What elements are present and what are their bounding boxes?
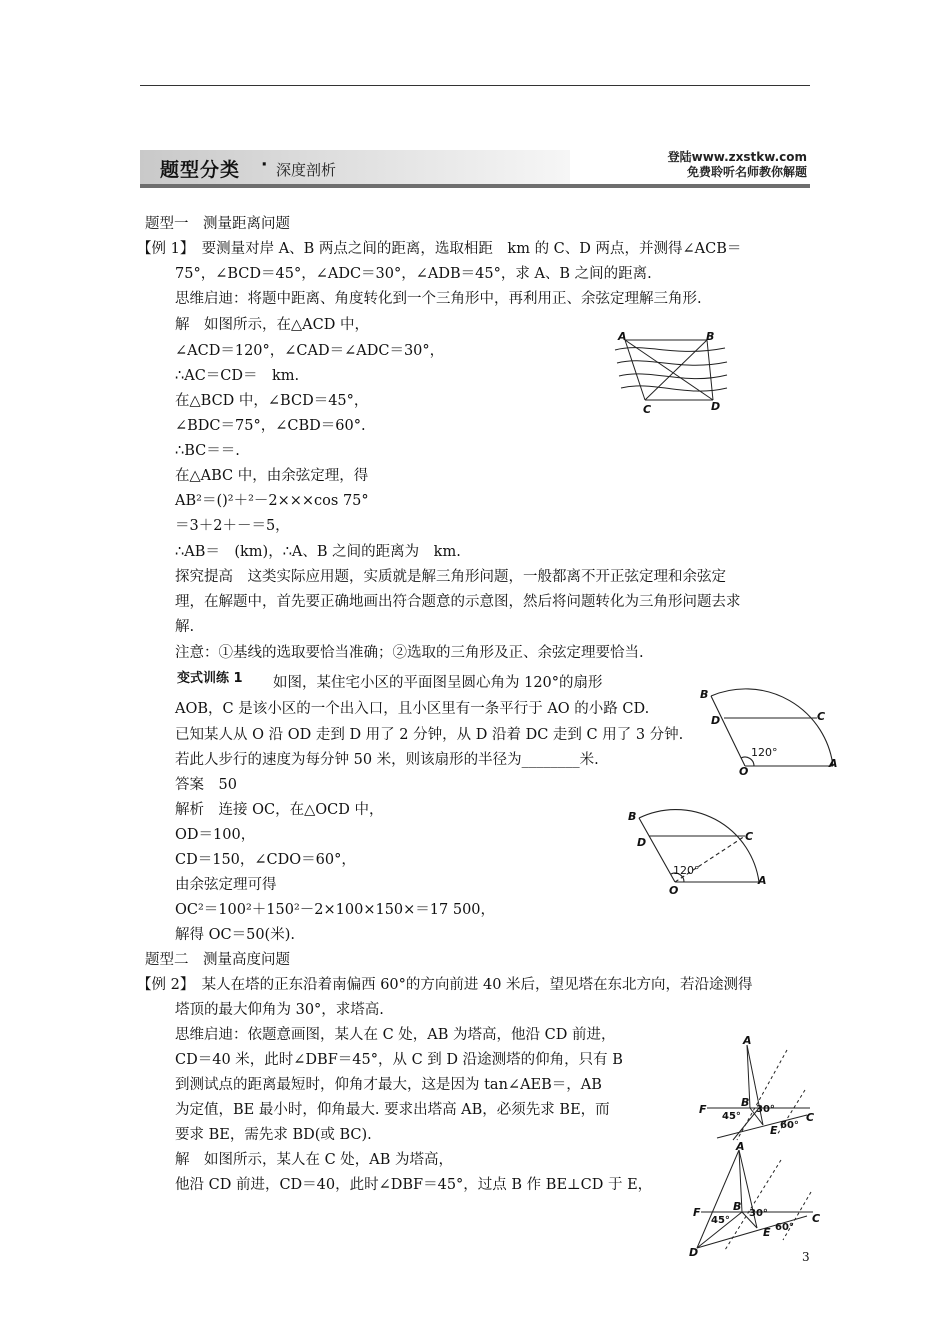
fig5-label-f: F [693, 1206, 701, 1219]
example-1-hint: 思维启迪：将题中距离、角度转化到一个三角形中，再利用正、余弦定理解三角形. [175, 291, 702, 307]
fig2-label-d: D [711, 714, 721, 727]
fig5-angle-60: 60° [775, 1222, 794, 1233]
insight-line-1: 探究提高 这类实际应用题，实质就是解三角形问题，一般都离不开正弦定理和余弦定 [175, 569, 726, 585]
fig4-label-b: B [741, 1096, 750, 1109]
solution-line-10: ∴AB＝ (km)，∴A、B 之间的距离为 km. [175, 544, 461, 560]
solution-line-1: 解 如图所示，在△ACD 中， [175, 317, 369, 333]
example-2-hint-1: 思维启迪：依题意画图，某人在 C 处，AB 为塔高，他沿 CD 前进， [175, 1027, 616, 1043]
page-number: 3 [802, 1250, 810, 1264]
solution-line-8: AB²＝()²＋²－2×××cos 75° [175, 493, 369, 509]
fig2-label-a: A [829, 757, 838, 770]
title-dot: · [261, 155, 268, 175]
practice-line-3: 已知某人从 O 沿 OD 走到 D 用了 2 分钟，从 D 沿着 DC 走到 C 用了 3 分钟. [175, 727, 684, 743]
example-2-hint-4: 为定值，BE 最小时，仰角最大. 要求出塔高 AB，必须先求 BE，而 [175, 1102, 610, 1118]
section-banner [140, 150, 810, 188]
figure-sector-2 [625, 800, 775, 900]
solution-line-4: 在△BCD 中，∠BCD＝45°， [175, 393, 369, 409]
practice-line-2: AOB，C 是该小区的一个出入口，且小区里有一条平行于 AO 的小路 CD. [175, 701, 650, 717]
analysis-line-5: OC²＝100²＋150²－2×100×150×＝17 500， [175, 902, 496, 918]
fig3-label-d: D [637, 836, 647, 849]
section-subtitle: 深度剖析 [276, 161, 337, 179]
site-info [668, 150, 807, 180]
example-2-hint-3: 到测试点的距离最短时，仰角才最大，这是因为 tan∠AEB＝，AB [175, 1077, 602, 1093]
figure-sector-1 [695, 678, 845, 778]
example-2-hint-2: CD＝40 米，此时∠DBF＝45°，从 C 到 D 沿途测塔的仰角，只有 B [175, 1052, 623, 1068]
insight-line-3: 解. [175, 619, 195, 635]
fig5-label-e: E [763, 1226, 771, 1239]
fig3-label-o: O [669, 884, 679, 897]
fig4-angle-60: 60° [780, 1120, 799, 1131]
heading-type-1: 题型一 测量距离问题 [145, 216, 290, 232]
practice-line-4: 若此人步行的速度为每分钟 50 米，则该扇形的半径为________米. [175, 752, 599, 768]
solution-line-7: 在△ABC 中，由余弦定理，得 [175, 468, 369, 484]
fig3-label-b: B [628, 810, 637, 823]
example-2-hint-5: 要求 BE，需先求 BD(或 BC). [175, 1127, 372, 1143]
analysis-line-2: OD＝100， [175, 827, 256, 843]
example-2-line-1: 【例 2】 某人在塔的正东沿着南偏西 60°的方向前进 40 米后，望见塔在东北方向，若沿途测得 [137, 977, 753, 993]
analysis-line-1: 解析 连接 OC，在△OCD 中， [175, 802, 384, 818]
fig4-label-e: E [770, 1124, 778, 1137]
fig4-label-f: F [699, 1103, 707, 1116]
fig3-label-a: A [758, 874, 767, 887]
header-rule [140, 85, 810, 86]
solution-line-2: ∠ACD＝120°，∠CAD＝∠ADC＝30°， [175, 343, 445, 359]
example-1-line-1: 【例 1】 要测量对岸 A、B 两点之间的距离，选取相距 km 的 C、D 两点，并测得∠ACB＝ [137, 241, 742, 257]
figure-tower-2 [685, 1140, 835, 1265]
note-line: 注意：①基线的选取要恰当准确；②选取的三角形及正、余弦定理要恰当. [175, 645, 644, 661]
fig5-label-b: B [733, 1200, 742, 1213]
example-2-line-2: 塔顶的最大仰角为 30°，求塔高. [175, 1002, 384, 1018]
fig1-label-c: C [643, 403, 652, 416]
fig5-angle-45: 45° [711, 1215, 730, 1226]
fig3-label-c: C [745, 830, 754, 843]
example-2-solution-2: 他沿 CD 前进，CD＝40，此时∠DBF＝45°，过点 B 作 BE⊥CD 于 E， [175, 1177, 653, 1193]
solution-line-3: ∴AC＝CD＝ km. [175, 368, 300, 384]
fig2-label-b: B [700, 688, 709, 701]
fig1-label-b: B [706, 330, 715, 343]
example-2-solution-1: 解 如图所示，某人在 C 处，AB 为塔高， [175, 1152, 454, 1168]
figure-river-abcd [605, 328, 735, 418]
fig1-label-a: A [618, 330, 627, 343]
answer-line: 答案 50 [175, 777, 237, 793]
solution-line-5: ∠BDC＝75°，∠CBD＝60°. [175, 418, 366, 434]
fig5-label-a: A [736, 1140, 745, 1153]
fig1-label-d: D [711, 400, 721, 413]
example-1-line-2: 75°，∠BCD＝45°，∠ADC＝30°，∠ADB＝45°，求 A、B 之间的距离. [175, 266, 652, 282]
site-url[interactable]: 登陆www.zxstkw.com [667, 150, 807, 164]
analysis-line-6: 解得 OC＝50(米). [175, 927, 295, 943]
fig3-angle-label: 120° [673, 864, 700, 877]
solution-line-9: ＝3＋2＋－＝5， [175, 518, 290, 534]
fig4-label-a: A [743, 1035, 752, 1047]
fig5-label-d: D [689, 1246, 699, 1259]
banner-underline [140, 184, 810, 188]
fig4-label-c: C [806, 1111, 815, 1124]
fig2-label-o: O [739, 765, 749, 778]
fig2-angle-label: 120° [751, 746, 778, 759]
fig5-label-c: C [812, 1212, 821, 1225]
practice-line-1: 如图，某住宅小区的平面图呈圆心角为 120°的扇形 [273, 675, 603, 691]
insight-line-2: 理，在解题中，首先要正确地画出符合题意的示意图，然后将问题转化为三角形问题去求 [175, 594, 741, 610]
fig2-label-c: C [817, 710, 826, 723]
section-title: 题型分类 [160, 159, 241, 181]
analysis-line-3: CD＝150，∠CDO＝60°， [175, 852, 356, 868]
fig4-angle-30: 30° [756, 1104, 775, 1115]
solution-line-6: ∴BC＝＝. [175, 443, 240, 459]
figure-tower-1 [695, 1035, 835, 1145]
practice-label: 变式训练 1 [177, 671, 243, 686]
fig5-angle-30: 30° [749, 1208, 768, 1219]
analysis-line-4: 由余弦定理可得 [175, 877, 277, 893]
site-slogan: 免费聆听名师教你解题 [686, 165, 807, 179]
fig4-angle-45: 45° [722, 1111, 741, 1122]
heading-type-2: 题型二 测量高度问题 [145, 952, 290, 968]
